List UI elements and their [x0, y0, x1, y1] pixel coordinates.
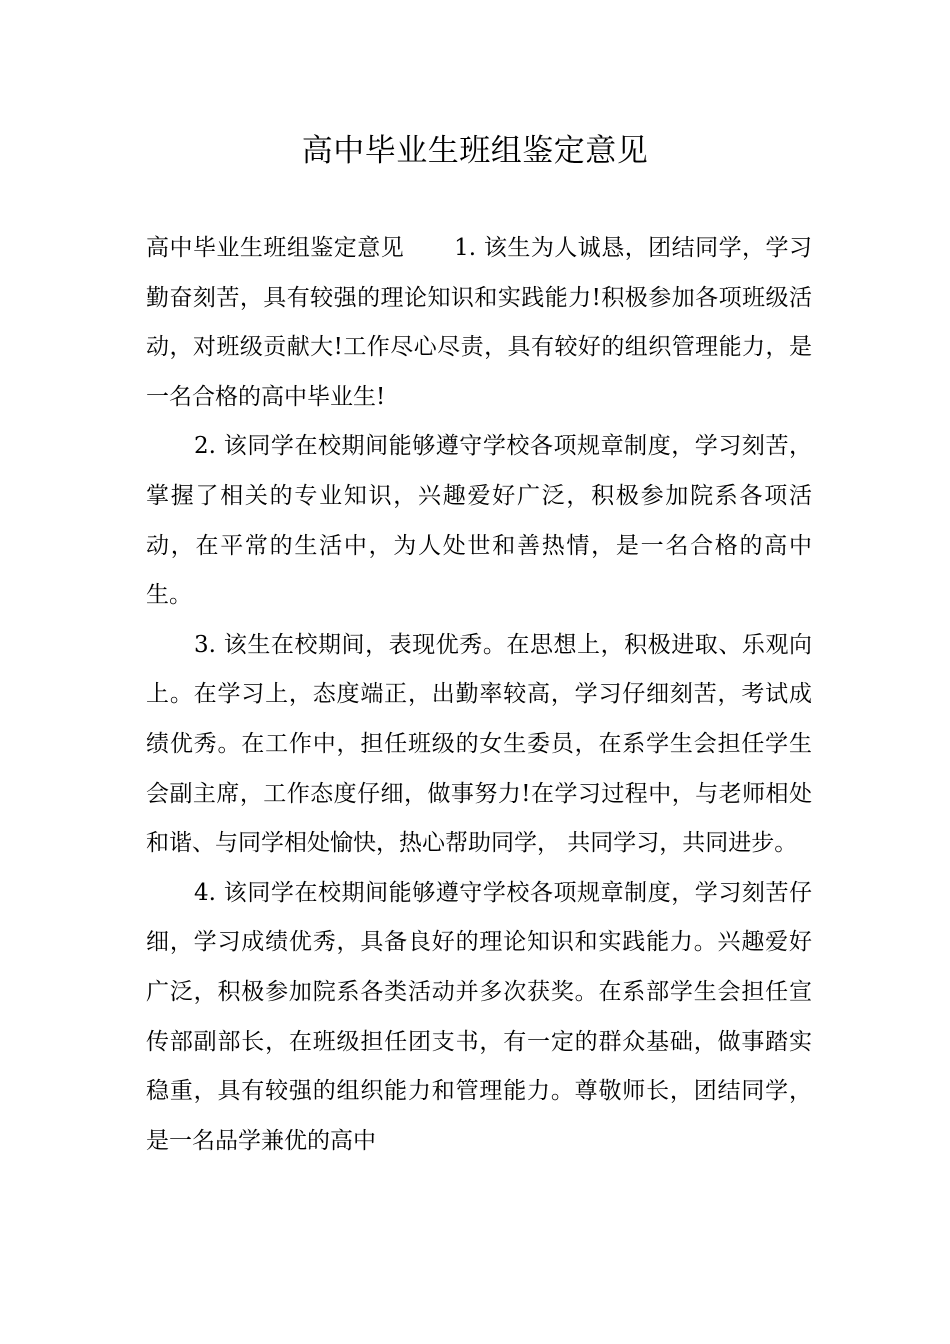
paragraph-2: 2. 该同学在校期间能够遵守学校各项规章制度，学习刻苦，掌握了相关的专业知识，兴趣爱好广泛，积极参加院系各项活动，在平常的生活中，为人处世和善热情，是一名合格的高中生。 [146, 433, 812, 609]
document-title: 高中毕业生班组鉴定意见 [301, 133, 649, 169]
paragraph-1-text: 1. 该生为人诚恳，团结同学，学习勤奋刻苦，具有较强的理论知识和实践能力!积极参加各项班级活动，对班级贡献大!工作尽心尽责，具有较好的组织管理能力，是一名合格的高中毕业生! [146, 235, 812, 410]
paragraph-3: 3. 该生在校期间，表现优秀。在思想上，积极进取、乐观向上。在学习上，态度端正，出勤率较高，学习仔细刻苦，考试成绩优秀。在工作中，担任班级的女生委员，在系学生会担任学生会副主席，工作态度仔细，做事努力!在学习过程中，与老师相处和谐、与同学相处愉快，热心帮助同学， 共同学习，共同进步。 [146, 631, 812, 857]
document-body [146, 224, 812, 1166]
paragraph-1 [146, 224, 812, 422]
intro-label: 高中毕业生班组鉴定意见 [146, 235, 405, 261]
paragraph-4: 4. 该同学在校期间能够遵守学校各项规章制度，学习刻苦仔细，学习成绩优秀，具备良好的理论知识和实践能力。兴趣爱好广泛，积极参加院系各类活动并多次获奖。在系部学生会担任宣传部副部长，在班级担任团支书，有一定的群众基础，做事踏实稳重，具有较强的组织能力和管理能力。尊敬师长，团结同学，是一名品学兼优的高中 [146, 879, 812, 1154]
